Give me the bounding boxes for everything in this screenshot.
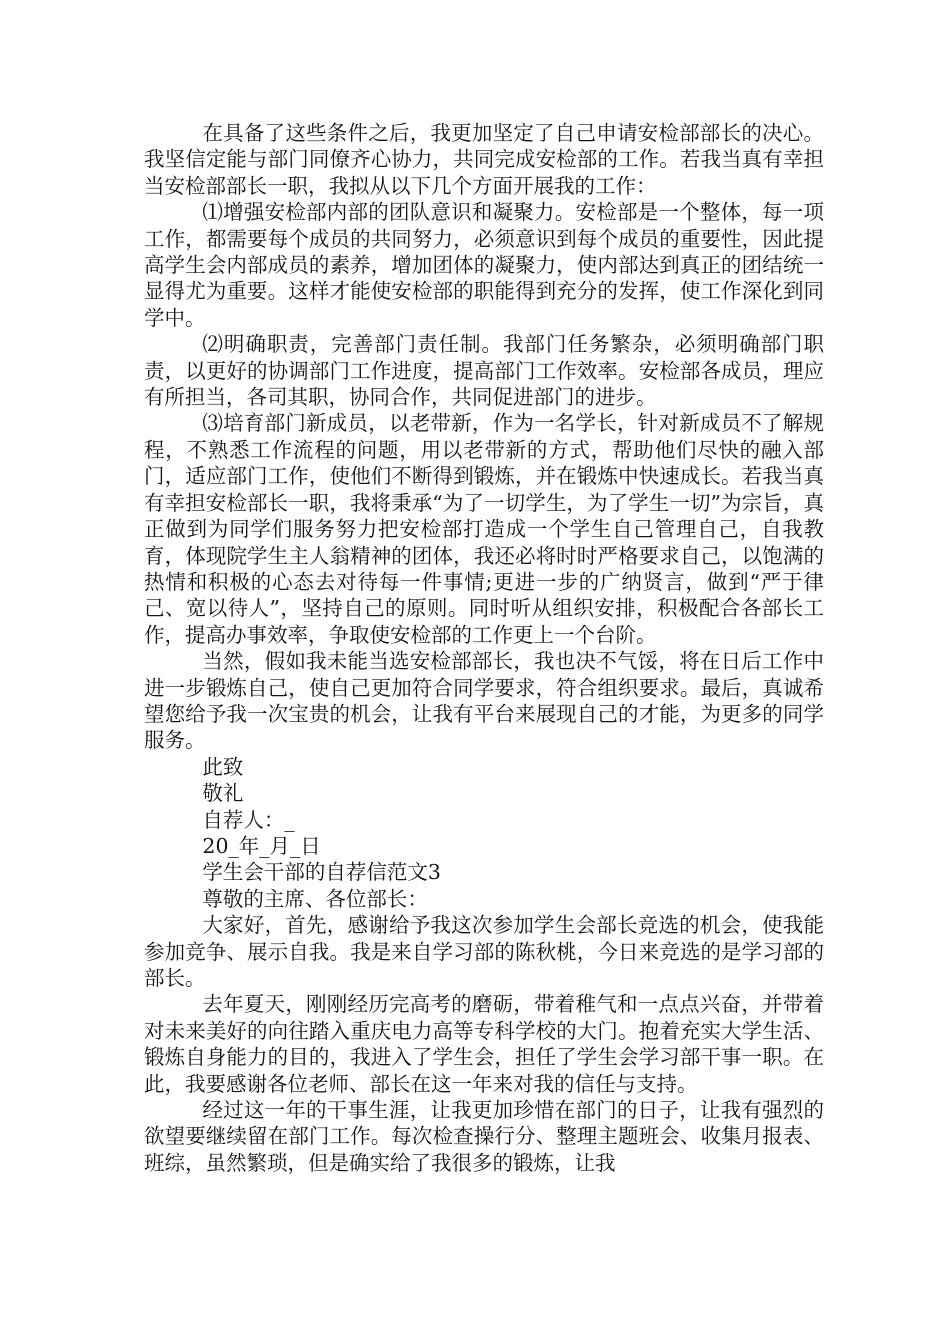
paragraph-p3: ⑵明确职责，完善部门责任制。我部门任务繁杂，必须明确部门职责，以更好的协调部门工作进度，提高部门工作效率。安检部各成员，理应有所担当，各司其职，协同合作，共同促进部门的进步。 <box>144 332 824 410</box>
paragraph-p12: 大家好，首先，感谢给予我这次参加学生会部长竞选的机会，使我能参加竞争、展示自我。我是来自学习部的陈秋桃，今日来竞选的是学习部的部长。 <box>144 913 824 990</box>
paragraph-p13: 去年夏天，刚刚经历完高考的磨砺，带着稚气和一点点兴奋，并带着对未来美好的向往踏入重庆电力高等专科学校的大门。抱着充实大学生活、锻炼自身能力的目的，我进入了学生会，担任了学生会学习部干事一职。在此，我要感谢各位老师、部长在这一年来对我的信任与支持。 <box>144 992 824 1096</box>
paragraph-p11: 尊敬的主席、各位部长： <box>202 886 428 911</box>
paragraph-p5: 当然，假如我未能当选安检部部长，我也决不气馁，将在日后工作中进一步锻炼自己，使自己更加符合同学要求，符合组织要求。最后，真诚希望您给予我一次宝贵的机会，让我有平台来展现自己的才能，为更多的同学服务。 <box>144 649 824 753</box>
paragraph-p14: 经过这一年的干事生涯，让我更加珍惜在部门的日子，让我有强烈的欲望要继续留在部门工作。每次检查操行分、整理主题班会、收集月报表、班综，虽然繁琐，但是确实给了我很多的锻炼，让我 <box>144 1098 824 1175</box>
paragraph-p1: 在具备了这些条件之后，我更加坚定了自己申请安检部部长的决心。我坚信定能与部门同僚齐心协力，共同完成安检部的工作。若我当真有幸担当安检部部长一职，我拟从以下几个方面开展我的工作： <box>144 121 824 198</box>
paragraph-p7: 敬礼 <box>202 781 244 806</box>
paragraph-p2: ⑴增强安检部内部的团队意识和凝聚力。安检部是一个整体，每一项工作，都需要每个成员的共同努力，必须意识到每个成员的重要性，因此提高学生会内部成员的素养，增加团体的凝聚力，使内部达到真正的团结统一显得尤为重要。这样才能使安检部的职能得到充分的发挥，使工作深化到同学中。 <box>144 200 824 330</box>
document-body <box>144 120 824 1176</box>
paragraph-p8: 自荐人：_ <box>202 807 295 832</box>
paragraph-p10: 学生会干部的自荐信范文3 <box>202 860 441 885</box>
paragraph-p6: 此致 <box>202 754 244 779</box>
paragraph-p9: 20_年_月_日 <box>202 833 321 858</box>
paragraph-p4: ⑶培育部门新成员，以老带新，作为一名学长，针对新成员不了解规程，不熟悉工作流程的问题，用以老带新的方式，帮助他们尽快的融入部门，适应部门工作，使他们不断得到锻炼，并在锻炼中快速成长。若我当真有幸担安检部长一职，我将秉承“为了一切学生，为了学生一切”为宗旨，真正做到为同学们服务努力把安检部打造成一个学生自己管理自己，自我教育，体现院学生主人翁精神的团体，我还必将时时严格要求自己，以饱满的热情和积极的心态去对待每一件事情;更进一步的广纳贤言，做到“严于律己、宽以待人”，坚持自己的原则。同时听从组织安排，积极配合各部长工作，提高办事效率，争取使安检部的工作更上一个台阶。 <box>144 411 824 647</box>
